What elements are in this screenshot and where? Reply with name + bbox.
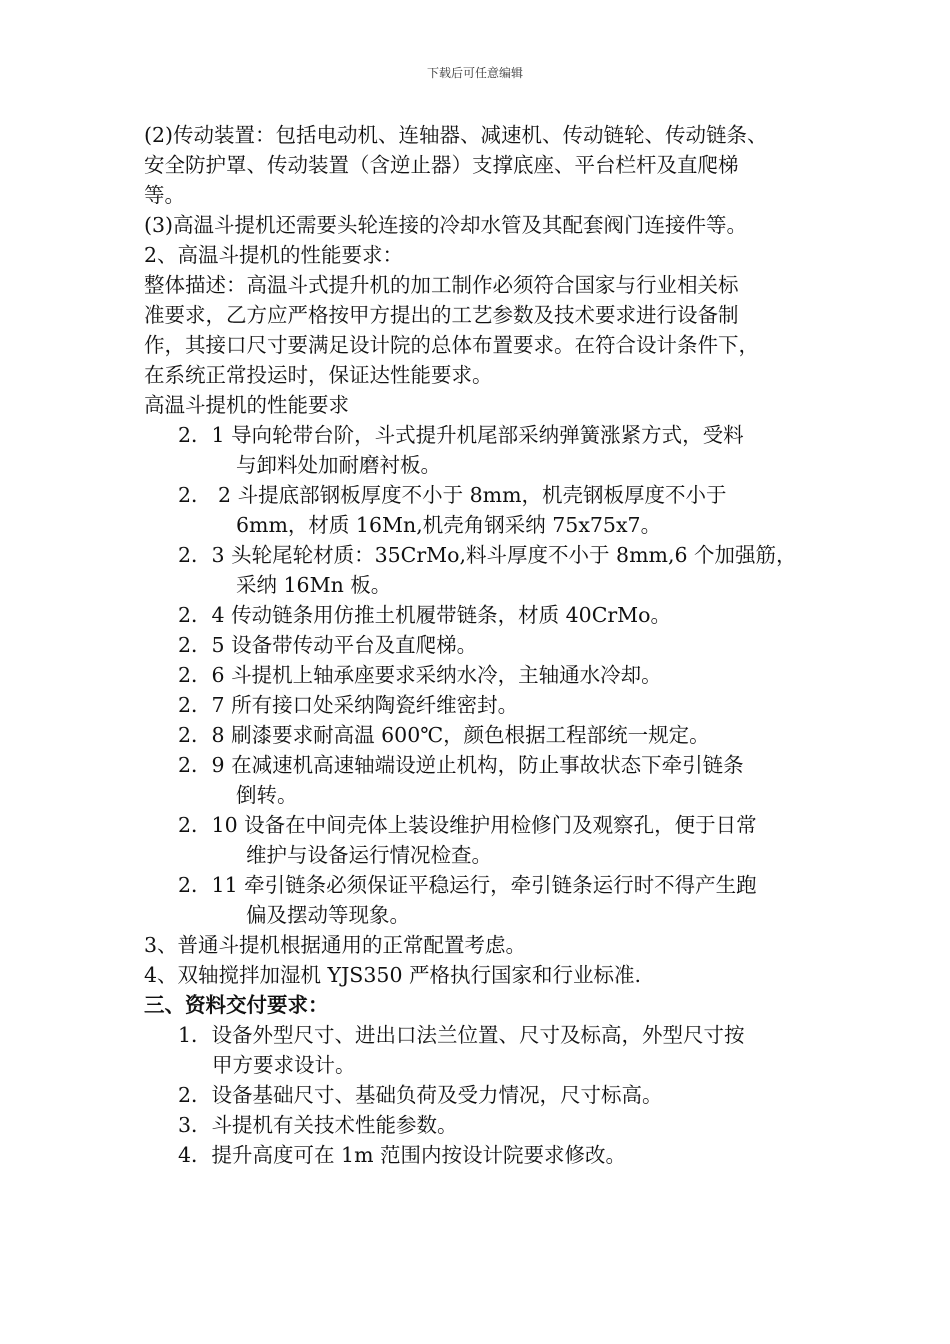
text-line: 甲方要求设计。 xyxy=(212,1053,356,1077)
text-line: 2．8 刷漆要求耐高温 600℃，颜色根据工程部统一规定。 xyxy=(178,723,710,747)
text-line: 准要求，乙方应严格按甲方提出的工艺参数及技术要求进行设备制 xyxy=(144,303,739,327)
text-line: 在系统正常投运时，保证达性能要求。 xyxy=(144,363,493,387)
text-line: 4、双轴搅拌加湿机 YJS350 严格执行国家和行业标准. xyxy=(144,963,642,987)
text-line: 2．6 斗提机上轴承座要求采纳水冷，主轴通水冷却。 xyxy=(178,663,662,687)
text-line: 2．9 在减速机高速轴端设逆止机构，防止事故状态下牵引链条 xyxy=(178,753,744,777)
text-line: 与卸料处加耐磨衬板。 xyxy=(236,453,441,477)
text-line: 三、资料交付要求： xyxy=(144,993,329,1017)
page-header: 下载后可任意编辑 xyxy=(426,66,523,80)
text-line: 2．5 设备带传动平台及直爬梯。 xyxy=(178,633,478,657)
document-body xyxy=(144,120,828,1170)
text-line: (2)传动装置：包括电动机、连轴器、减速机、传动链轮、传动链条、 xyxy=(144,123,768,147)
text-line: 等。 xyxy=(144,183,185,207)
text-line: 3．斗提机有关技术性能参数。 xyxy=(178,1113,458,1137)
text-line: 2．3 头轮尾轮材质：35CrMo,料斗厚度不小于 8mm,6 个加强筋， xyxy=(178,543,797,567)
text-line: (3)高温斗提机还需要头轮连接的冷却水管及其配套阀门连接件等。 xyxy=(144,213,748,237)
text-line: 3、普通斗提机根据通用的正常配置考虑。 xyxy=(144,933,527,957)
text-line: 2．10 设备在中间壳体上装设维护用检修门及观察孔，便于日常 xyxy=(178,813,757,837)
text-line: 整体描述：高温斗式提升机的加工制作必须符合国家与行业相关标 xyxy=(144,273,739,297)
text-line: 倒转。 xyxy=(236,783,298,807)
text-line: 2、高温斗提机的性能要求： xyxy=(144,243,404,267)
text-line: 维护与设备运行情况检查。 xyxy=(246,843,492,867)
text-line: 2．11 牵引链条必须保证平稳运行，牵引链条运行时不得产生跑 xyxy=(178,873,757,897)
text-line: 2．4 传动链条用仿推土机履带链条，材质 40CrMo。 xyxy=(178,603,672,627)
text-line: 采纳 16Mn 板。 xyxy=(236,573,392,597)
text-line: 高温斗提机的性能要求 xyxy=(144,393,349,417)
text-line: 2．设备基础尺寸、基础负荷及受力情况，尺寸标高。 xyxy=(178,1083,663,1107)
text-line: 1．设备外型尺寸、进出口法兰位置、尺寸及标高，外型尺寸按 xyxy=(178,1023,745,1047)
text-line: 安全防护罩、传动装置（含逆止器）支撑底座、平台栏杆及直爬梯 xyxy=(144,153,739,177)
text-line: 6mm，材质 16Mn,机壳角钢采纳 75x75x7。 xyxy=(236,513,662,537)
text-line: 2． 2 斗提底部钢板厚度不小于 8mm，机壳钢板厚度不小于 xyxy=(178,483,727,507)
text-line: 偏及摆动等现象。 xyxy=(246,903,410,927)
text-line: 作，其接口尺寸要满足设计院的总体布置要求。在符合设计条件下， xyxy=(144,333,759,357)
text-line: 2．7 所有接口处采纳陶瓷纤维密封。 xyxy=(178,693,519,717)
text-line: 4．提升高度可在 1m 范围内按设计院要求修改。 xyxy=(178,1143,627,1167)
text-line: 2．1 导向轮带台阶，斗式提升机尾部采纳弹簧涨紧方式，受料 xyxy=(178,423,744,447)
